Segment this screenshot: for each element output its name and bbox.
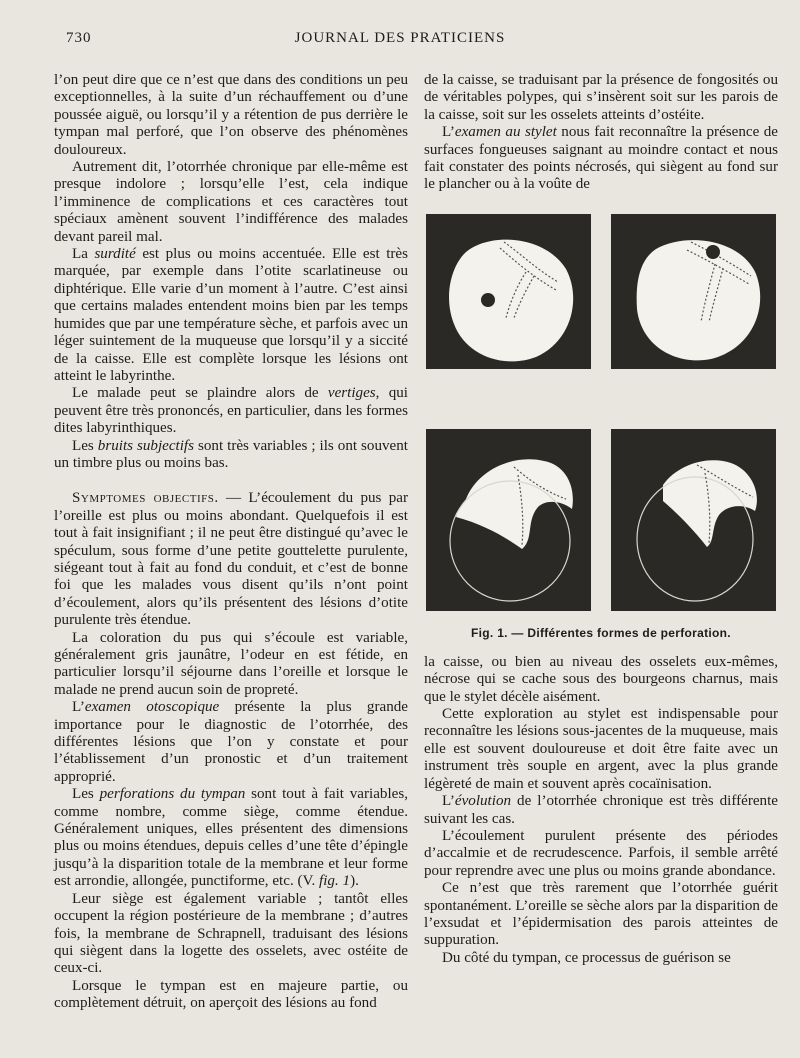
- paragraph: La coloration du pus qui s’écoule est variable, généralement gris jaunâtre, l’odeur en est fétide, en particulier lorsqu’il séjourne dans l’oreille et lorsque le malade ne prend aucun soin de propreté.: [54, 629, 408, 698]
- left-column: [54, 72, 408, 1013]
- page-number: 730: [66, 30, 92, 46]
- term-examen-stylet: examen au stylet: [454, 124, 557, 141]
- eardrum-illustration: [426, 429, 591, 611]
- perforation-diagram-2: [611, 214, 776, 369]
- page-header: [0, 30, 800, 52]
- section-heading: Symptomes objectifs.: [72, 490, 219, 507]
- paragraph: l’on peut dire que ce n’est que dans des conditions un peu exceptionnelles, à la suite d’un réchauffement ou d’une poussée aiguë, ou lorsqu’il y a rétention de pus derrière le tympan mal perforé, que l’on observe des phénomènes douloureux.: [54, 72, 408, 158]
- eardrum-illustration: [611, 214, 776, 369]
- paragraph: La surdité est plus ou moins accentuée. Elle est très marquée, par exemple dans l’otite scarlatineuse ou diphtérique. Elle varie d’un moment à l’autre. C’est ainsi que certains malades entendent moins bien par les temps humides que par une température sèche, et parfois avec un léger suintement de la muqueuse que lorsqu’il y a siccité de la caisse. Elle est complète lorsque les lésions ont atteint le labyrinthe.: [54, 246, 408, 384]
- figure-caption: Fig. 1. — Différentes formes de perforation.: [471, 625, 731, 640]
- term-vertiges: vertiges: [327, 385, 376, 402]
- paragraph: de la caisse, se traduisant par la présence de fongosités ou de véritables polypes, qui s’insèrent soit sur les parois de la caisse, soit sur les osselets atteints d’ostéite.: [424, 72, 778, 123]
- perforation-diagram-1: [426, 214, 591, 369]
- term-examen-otoscopique: examen otoscopique: [84, 699, 220, 716]
- paragraph: Du côté du tympan, ce processus de guérison se: [442, 949, 731, 966]
- paragraph: Lorsque le tympan est en majeure partie, ou complètement détruit, on aperçoit des lésions au fond: [54, 977, 408, 1012]
- paragraph: Les perforations du tympan sont tout à fait variables, comme nombre, comme siège, comme étendue. Généralement uniques, elles présentent des dimensions plus ou moins étendues, depuis celles d’une tête d’épingle jusqu’à la disparition totale de la membrane et leur forme est arrondie, allongée, punctiforme, etc. (V. fig. 1).: [54, 786, 408, 890]
- paragraph: L’examen au stylet nous fait reconnaître la présence de surfaces fongueuses saignant au moindre contact et nous fait constater des points nécrosés, qui siègent au fond sur le plancher ou à la voûte de: [424, 124, 778, 193]
- eardrum-illustration: [611, 429, 776, 611]
- paragraph: Le malade peut se plaindre alors de vertiges, qui peuvent être très prononcés, en particulier, dans les formes dites labyrinthiques.: [54, 385, 408, 437]
- paragraph: L’examen otoscopique présente la plus grande importance pour le diagnostic de l’otorrhée, des différentes lésions que l’on y constate et pour l’établissement d’un pronostic et d’un traitement approprié.: [54, 699, 408, 785]
- journal-title: JOURNAL DES PRATICIENS: [294, 30, 506, 46]
- right-column: [424, 72, 778, 967]
- term-bruits: bruits subjectifs: [97, 437, 195, 454]
- paragraph: Autrement dit, l’otorrhée chronique par elle-même est presque indolore ; lorsqu’elle l’est, cela indique l’imminence de complications et ces caractères tout spéciaux amènent souvent l’indifférence des malades devant pareil mal.: [54, 159, 408, 245]
- paragraph: Cette exploration au stylet est indispensable pour reconnaître les lésions sous-jacentes de la muqueuse, mais elle est souvent douloureuse et doit être faite avec un instrument très souple en argent, avec la plus grande légèreté de main et souvent après cocaïnisation.: [424, 706, 778, 792]
- paragraph: Ce n’est que très rarement que l’otorrhée guérit spontanément. L’oreille se sèche alors par la disparition de l’exsudat et l’épidermisation des parois atteintes de suppuration.: [424, 880, 778, 949]
- paragraph: la caisse, ou bien au niveau des osselets eux-mêmes, nécrose qui se cache sous des bourgeons charnus, mais que le stylet décèle aisément.: [424, 653, 778, 705]
- section-paragraph: Symptomes objectifs. — L’écoulement du pus par l’oreille est plus ou moins abondant. Quelquefois il est tout à fait insignifiant ; il ne peut être distingué qu’avec le spéculum, sous forme d’une petite gouttelette purulente, siégeant tout à fait au fond du conduit, et c’est de bonne foi que les malades vous disent qu’ils n’ont point d’écoulement, alors qu’ils présentent des lésions d’otite purulente très étendue.: [54, 490, 408, 629]
- paragraph: Leur siège est également variable ; tantôt elles occupent la région postérieure de la membrane ; d’autres fois, la membrane de Schrapnell, traduisant des lésions qui siègent dans la logette des osselets, avec ostéite de ceux-ci.: [54, 890, 408, 977]
- paragraph: L’évolution de l’otorrhée chronique est très différente suivant les cas.: [424, 793, 778, 827]
- perforation-diagram-4: [611, 429, 776, 611]
- paragraph: L’écoulement purulent présente des périodes d’accalmie et de recrudescence. Parfois, il semble arrêté pour reprendre avec une plus ou moins grande abondance.: [424, 827, 778, 879]
- perforation-diagram-3: [426, 429, 591, 611]
- figure-perforations: [424, 214, 778, 644]
- term-perforations: perforations du tympan: [99, 786, 246, 803]
- term-surdite: surdité: [94, 246, 136, 263]
- eardrum-illustration: [426, 214, 591, 369]
- figure-reference: fig. 1: [319, 873, 351, 890]
- paragraph: Les bruits subjectifs sont très variables ; ils ont souvent un timbre plus ou moins bas.: [54, 437, 408, 471]
- term-evolution: évolution: [454, 793, 512, 810]
